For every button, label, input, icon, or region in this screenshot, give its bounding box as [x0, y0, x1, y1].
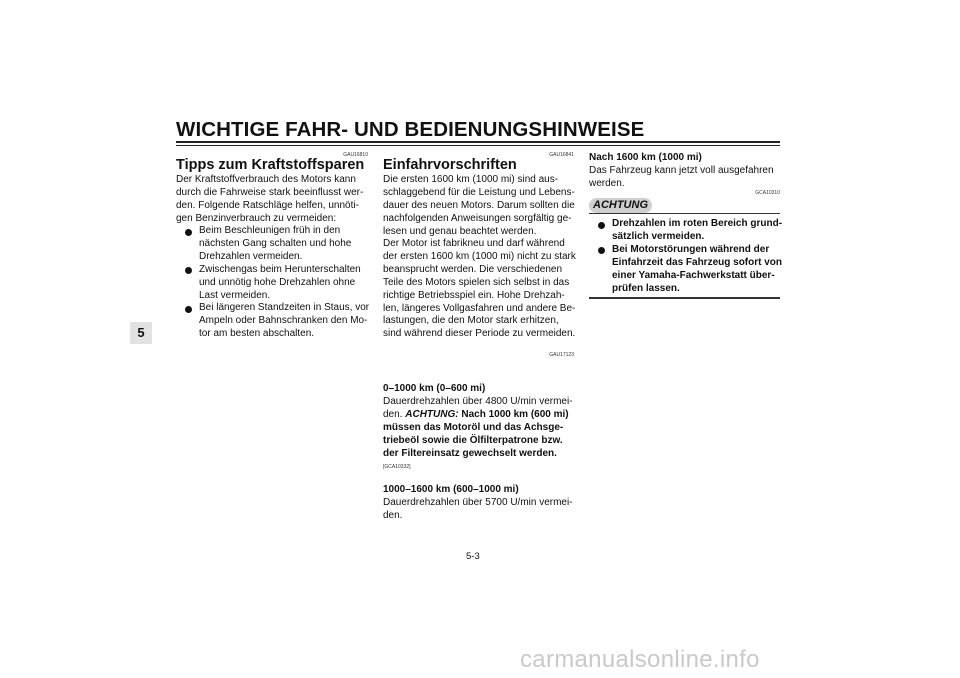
page-header-title: WICHTIGE FAHR- UND BEDIENUNGSHINWEISE [176, 118, 645, 141]
fuel-saving-intro [176, 174, 363, 226]
break-in-paragraph-1 [383, 174, 575, 239]
break-in-stage-2-heading: 1000–1600 km (600–1000 mi) [383, 484, 519, 495]
reference-code: [GCA10332] [383, 464, 411, 470]
inline-warning-label: ACHTUNG: [405, 408, 459, 420]
text-line-with-warning [383, 409, 573, 422]
section-code: GCA10310 [755, 190, 780, 196]
text-line: Beim Beschleunigen früh in den [199, 225, 341, 236]
text-line: lastungen, die den Motor stark erhitzen, [383, 315, 559, 327]
text-line: einer Yamaha-Fachwerkstatt über- [612, 269, 775, 281]
text-line: lesen und genau beachtet werden. [383, 225, 537, 237]
chapter-tab: 5 [130, 322, 152, 344]
section-heading-fuel-saving: Tipps zum Kraftstoffsparen [176, 157, 365, 173]
warning-text: Nach 1000 km (600 mi) [458, 408, 569, 420]
text-fragment: den. [383, 408, 406, 420]
section-code: GAU16810 [343, 152, 368, 158]
bullet-dot-icon [185, 306, 192, 313]
text-line: Drehzahlen vermeiden. [199, 250, 303, 262]
text-line: Dauerdrehzahlen über 4800 U/min vermei- [383, 396, 573, 407]
section-code: GAU16841 [549, 152, 574, 158]
text-line: und unnötig hohe Drehzahlen ohne [199, 276, 356, 288]
text-line: Drehzahlen im roten Bereich grund- [612, 218, 783, 229]
text-line: werden. [589, 177, 625, 189]
text-line: Einfahrzeit das Fahrzeug sofort von [612, 256, 783, 268]
text-line: den. [383, 509, 403, 521]
section-heading-break-in: Einfahrvorschriften [383, 157, 517, 173]
text-line: Bei längeren Standzeiten in Staus, vor [199, 302, 370, 314]
text-line: durch die Fahrweise stark beeinflusst wer- [176, 186, 364, 198]
fuel-saving-bullet-list [199, 225, 369, 341]
text-line: tor am besten abschalten. [199, 328, 315, 340]
text-line: der ersten 1600 km (1000 mi) nicht zu stark [383, 250, 576, 262]
text-line: gen Benzinverbrauch zu vermeiden: [176, 212, 337, 224]
text-line: Teile des Motors spielen sich selbst in das [383, 276, 570, 288]
text-line: schlaggebend für die Leistung und Lebens- [383, 186, 575, 198]
text-line: richtige Betriebsspiel ein. Hohe Drehzah- [383, 289, 565, 301]
bullet-item [199, 302, 369, 341]
achtung-bullet-list [612, 218, 782, 295]
text-line: Ampeln oder Bahnschranken den Mo- [199, 315, 368, 327]
text-line: Das Fahrzeug kann jetzt voll ausgefahren [589, 165, 774, 176]
break-in-stage-3-text [589, 165, 774, 191]
header-rule-thick [176, 141, 780, 143]
section-code: GAU17123 [549, 352, 574, 358]
bullet-item [612, 218, 782, 244]
text-line: beansprucht werden. Die verschiedenen [383, 263, 562, 275]
header-rule-thin [176, 145, 780, 146]
achtung-badge: ACHTUNG [589, 198, 652, 213]
break-in-paragraph-2 [383, 238, 576, 341]
text-line: nachfolgenden Anweisungen sorgfältig ge- [383, 212, 572, 224]
page-number: 5-3 [466, 551, 480, 562]
bullet-dot-icon [598, 222, 605, 229]
text-line: Dauerdrehzahlen über 5700 U/min vermei- [383, 497, 573, 508]
text-line: Der Motor ist fabrikneu und darf während [383, 238, 565, 249]
warning-text-line: triebeöl sowie die Ölfilterpatrone bzw. [383, 434, 563, 446]
achtung-rule-bottom [589, 297, 780, 299]
bullet-item [199, 264, 369, 303]
achtung-rule-top [589, 213, 780, 214]
text-line: Last vermeiden. [199, 289, 271, 301]
text-line: den. Folgende Ratschläge helfen, unnöti- [176, 199, 359, 211]
text-line: len, längeres Vollgasfahren und andere Be- [383, 302, 576, 314]
break-in-stage-3-heading: Nach 1600 km (1000 mi) [589, 152, 702, 163]
text-line: Der Kraftstoffverbrauch des Motors kann [176, 174, 356, 185]
bullet-item [199, 225, 369, 264]
text-line: Zwischengas beim Herunterschalten [199, 263, 361, 275]
text-line: dauer des neuen Motors. Darum sollten die [383, 199, 575, 211]
break-in-stage-1-heading: 0–1000 km (0–600 mi) [383, 383, 486, 394]
warning-text-line: der Filtereinsatz gewechselt werden. [383, 447, 557, 459]
text-line: nächsten Gang schalten und hohe [199, 237, 352, 249]
bullet-dot-icon [598, 247, 605, 254]
text-line: Bei Motorstörungen während der [612, 243, 770, 255]
bullet-dot-icon [185, 229, 192, 236]
text-line: Die ersten 1600 km (1000 mi) sind aus- [383, 174, 559, 185]
text-line: sätzlich vermeiden. [612, 230, 705, 242]
break-in-stage-1-text [383, 396, 573, 461]
watermark: carmanualsonline.info [520, 646, 760, 673]
warning-text-line: müssen das Motoröl und das Achsge- [383, 421, 564, 433]
break-in-stage-2-text [383, 497, 573, 523]
text-line: sind während dieser Periode zu vermeiden. [383, 328, 576, 340]
bullet-item [612, 244, 782, 296]
bullet-dot-icon [185, 267, 192, 274]
text-line: prüfen lassen. [612, 282, 680, 294]
